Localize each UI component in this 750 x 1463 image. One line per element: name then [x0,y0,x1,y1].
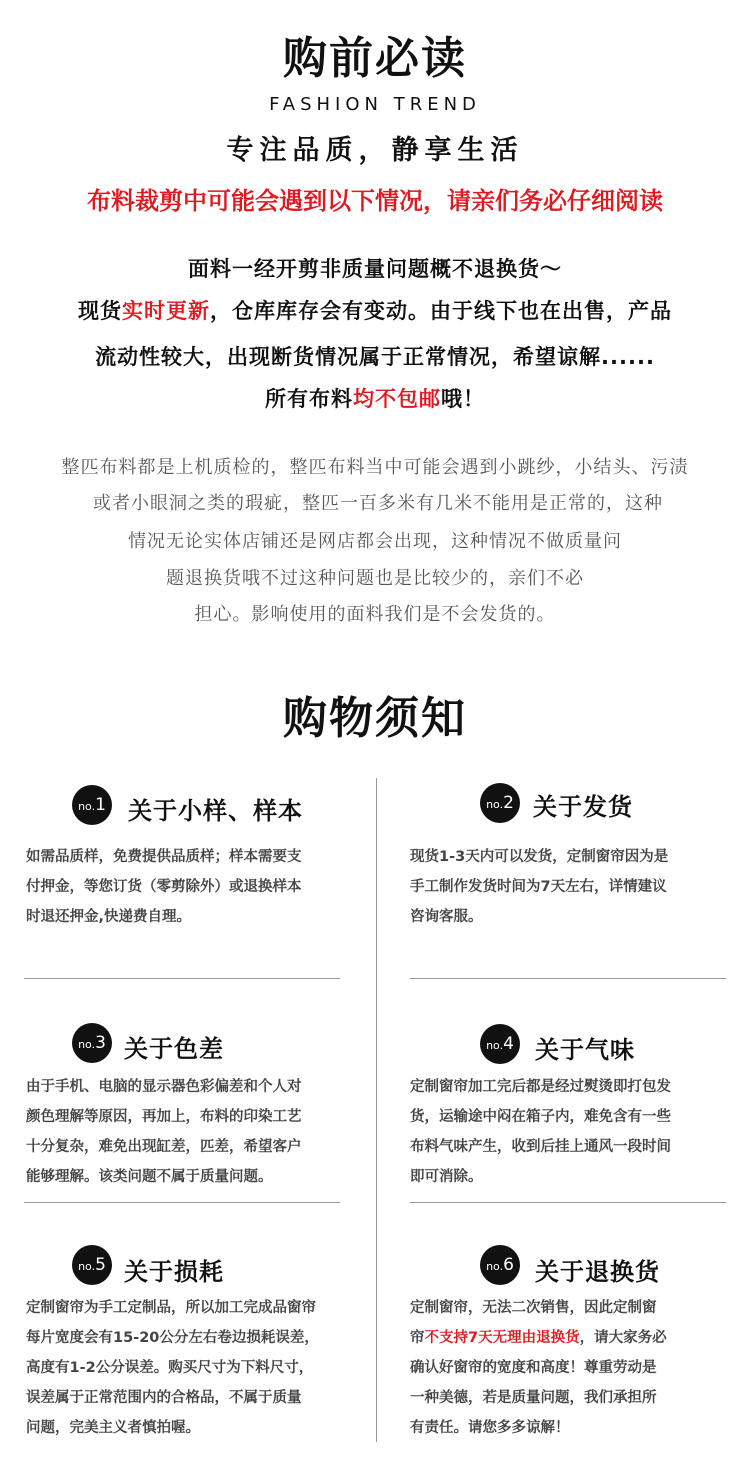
body-line: 问题，完美主义者慎拍喔。 [26,1420,200,1436]
row-divider-left-2 [24,1202,340,1203]
body-line: 有责任。请您多多谅解！ [410,1420,570,1436]
body-line: 误差属于正常范围内的合格品，不属于质量 [26,1390,302,1406]
section-body-samples [26,842,302,932]
badge-prefix: no. [78,1038,96,1051]
badge-no-1 [72,785,112,825]
body-line: 即可消除。 [410,1169,483,1185]
badge-number: 5 [95,1255,106,1275]
body-line [410,1323,667,1353]
section-title-odor: 关于气味 [535,1036,635,1064]
section-title-loss: 关于损耗 [124,1258,224,1286]
section-body-returns [410,1293,667,1443]
body-line: 高度有1-2公分误差。购买尺寸为下料尺寸， [26,1360,314,1376]
body-line: 定制窗帘，无法二次销售，因此定制窗 [410,1300,657,1316]
badge-number: 3 [95,1033,106,1053]
notice-line-4 [0,383,750,413]
badge-no-4 [480,1024,520,1064]
badge-no-6 [480,1245,520,1285]
badge-no-5 [72,1245,112,1285]
body-line: 如需品质样，免费提供品质样；样本需要支 [26,849,302,865]
quality-line-2: 或者小眼洞之类的瑕疵，整匹一百多米有几米不能用是正常的，这种 [93,493,663,514]
body-line: 颜色理解等原因，再加上，布料的印染工艺 [26,1109,302,1125]
body-line: 十分复杂，难免出现缸差，匹差，希望客户 [26,1139,302,1155]
badge-prefix: no. [486,1260,504,1273]
quality-line-4: 题退换货哦不过这种问题也是比较少的，亲们不必 [166,568,584,589]
section-body-shipping [410,842,668,932]
section-body-color-difference [26,1072,302,1192]
section-body-loss [26,1293,319,1443]
badge-no-3 [72,1023,112,1063]
badge-prefix: no. [486,1039,504,1052]
quality-line-1: 整匹布料都是上机质检的，整匹布料当中可能会遇到小跳纱，小结头、污渍 [61,457,689,478]
body-line: 定制窗帘为手工定制品，所以加工完成品窗帘 [26,1300,316,1316]
badge-prefix: no. [78,1260,96,1273]
body-line: 时退还押金,快递费自理。 [26,909,192,925]
warning-text: 布料裁剪中可能会遇到以下情况，请亲们务必仔细阅读 [87,187,663,215]
section-title-samples: 关于小样、样本 [128,797,303,825]
column-divider [376,778,377,1442]
notice-line-2-a: 现货 [78,299,122,323]
body-line: 手工制作发货时间为7天左右，详情建议 [410,879,667,895]
no-return-highlight: 不支持7天无理由退换货 [424,1330,580,1346]
body-line: 由于手机、电脑的显示器色彩偏差和个人对 [26,1079,302,1095]
body-line-part: ，请大家务必 [579,1330,667,1346]
badge-number: 4 [503,1034,514,1054]
body-line: 布料气味产生，收到后挂上通风一段时间 [410,1139,671,1155]
badge-prefix: no. [486,798,504,811]
page-title: 购前必读 [283,33,467,84]
notice-line-4-a: 所有布料 [265,387,353,411]
body-line: 咨询客服。 [410,909,483,925]
body-line: 货，运输途中闷在箱子内，难免含有一些 [410,1109,671,1125]
subtitle-en: FASHION TREND [269,94,481,115]
body-line: 付押金，等您订货（零剪除外）或退换样本 [26,879,302,895]
notice-line-2-b: ，仓库库存会有变动。由于线下也在出售，产品 [210,299,672,323]
notice-realtime-highlight: 实时更新 [122,299,210,323]
badge-prefix: no. [78,800,96,813]
notice-no-shipping-highlight: 均不包邮 [353,387,441,411]
row-divider-right-1 [410,978,726,979]
body-line: 现货1-3天内可以发货，定制窗帘因为是 [410,849,669,865]
badge-no-2 [480,783,520,823]
body-line: 确认好窗帘的宽度和高度！尊重劳动是 [410,1360,657,1376]
section-title-shipping: 关于发货 [533,793,633,821]
badge-number: 6 [503,1255,514,1275]
notice-line-4-b: 哦！ [441,387,485,411]
section-title-returns: 关于退换货 [535,1258,660,1286]
badge-number: 2 [503,793,514,813]
body-line: 一种美德，若是质量问题，我们承担所 [410,1390,657,1406]
row-divider-left-1 [24,978,340,979]
quality-line-5: 担心。影响使用的面料我们是不会发货的。 [194,604,556,625]
notice-line-2 [0,295,750,325]
quality-line-3: 情况无论实体店铺还是网店都会出现，这种情况不做质量问 [128,531,622,552]
body-line: 能够理解。该类问题不属于质量问题。 [26,1169,273,1185]
notice-line-3: 流动性较大，出现断货情况属于正常情况，希望谅解...... [95,345,655,369]
shopping-title: 购物须知 [283,693,467,744]
section-body-odor [410,1072,671,1192]
body-line: 定制窗帘加工完后都是经过熨烫即打包发 [410,1079,671,1095]
body-line: 每片宽度会有15-20公分左右卷边损耗误差， [26,1330,319,1346]
section-title-color-difference: 关于色差 [124,1035,224,1063]
body-line-part: 帘 [410,1330,425,1346]
slogan: 专注品质，静享生活 [226,135,524,166]
notice-line-1: 面料一经开剪非质量问题概不退换货～ [188,257,562,281]
badge-number: 1 [95,795,106,815]
row-divider-right-2 [410,1202,726,1203]
